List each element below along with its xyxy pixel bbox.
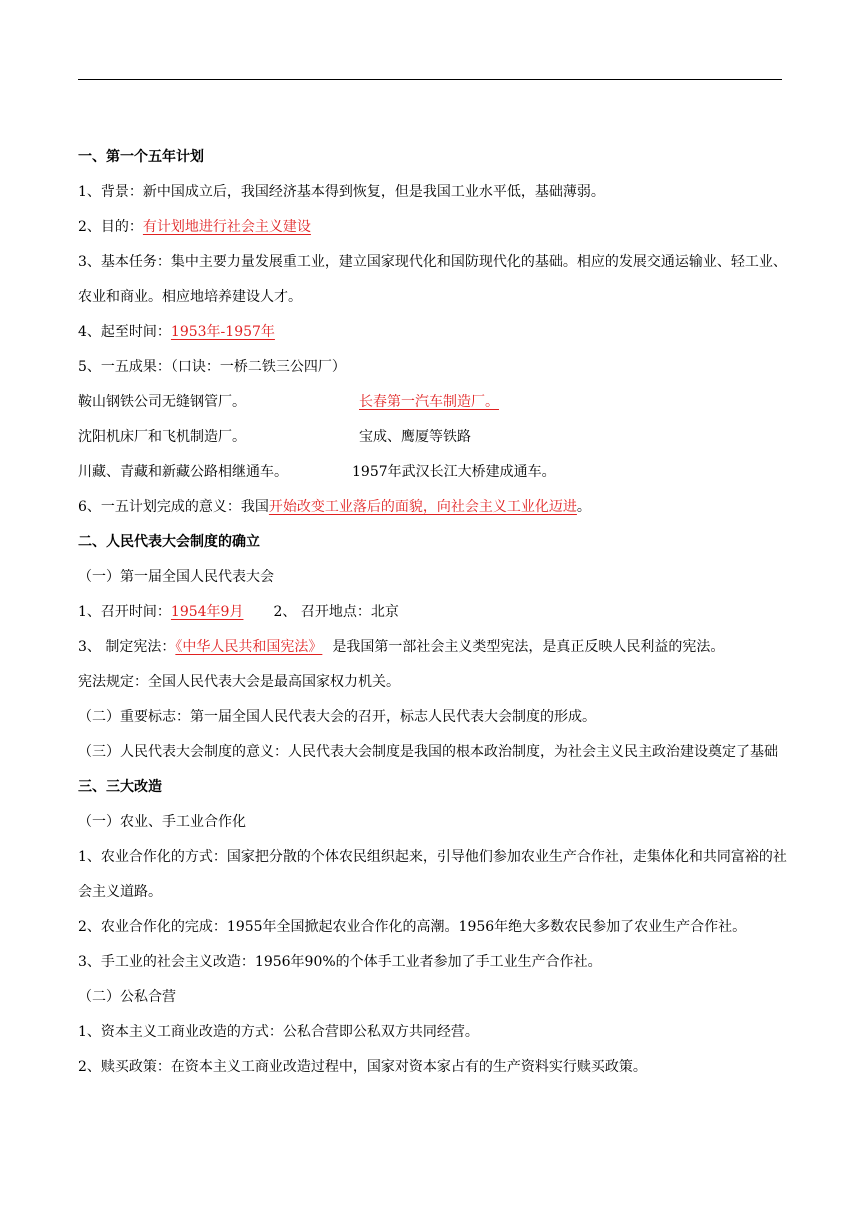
purpose-emphasis: 有计划地进行社会主义建设 [142,219,311,235]
paragraph-constitution [78,630,788,665]
paragraph-joint-method: 1、资本主义工商业改造的方式：公私合营即公私双方共同经营。 [78,1024,479,1040]
result-highways: 川藏、青藏和新藏公路相继通车。 [78,464,288,480]
results-row-2 [78,420,788,455]
section-heading-3: 三、三大改造 [78,779,162,795]
subheading-npc-mark: （二）重要标志：第一届全国人民代表大会的召开，标志人民代表大会制度的形成。 [78,709,596,725]
results-row-3 [78,455,788,490]
paragraph-significance [78,490,788,525]
subheading-joint-venture: （二）公私合营 [78,989,176,1005]
paragraph-agri-completion: 2、农业合作化的完成：1955年全国掀起农业合作化的高潮。1956年绝大多数农民参加了农业生产合作社。 [78,919,747,935]
paragraph-purpose [78,210,788,245]
period-emphasis: 1953年-1957年 [170,324,275,340]
significance-label: 6、一五计划完成的意义：我国 [78,499,269,515]
document-body [78,140,788,1085]
paragraph-background: 1、背景：新中国成立后，我国经济基本得到恢复，但是我国工业水平低，基础薄弱。 [78,184,605,200]
result-railways: 宝成、鹰厦等铁路 [359,429,471,445]
paragraph-redemption: 2、赎买政策：在资本主义工商业改造过程中，国家对资本家占有的生产资料实行赎买政策。 [78,1059,647,1075]
constitution-emphasis: 《中华人民共和国宪法》 [175,639,323,655]
constitution-desc: 是我国第一部社会主义类型宪法，是真正反映人民利益的宪法。 [332,639,725,655]
result-shenyang: 沈阳机床厂和飞机制造厂。 [78,429,246,445]
paragraph-agri-method: 1、农业合作化的方式：国家把分散的个体农民组织起来，引导他们参加农业生产合作社，走集体化和共同富裕的社会主义道路。 [78,849,787,900]
npc-time-label: 1、召开时间： [78,604,171,620]
section-heading-1: 一、第一个五年计划 [78,149,204,165]
section-heading-2: 二、人民代表大会制度的确立 [78,534,260,550]
significance-end: 。 [576,499,591,515]
paragraph-npc-time [78,595,788,630]
paragraph-tasks: 3、基本任务：集中主要力量发展重工业，建立国家现代化和国防现代化的基础。相应的发展交通运输业、轻工业、农业和商业。相应地培养建设人才。 [78,254,787,305]
constitution-label: 3、 制定宪法： [78,639,176,655]
paragraph-results: 5、一五成果：（口诀：一桥二铁三公四厂） [78,359,346,375]
npc-time-emphasis: 1954年9月 [170,604,244,620]
purpose-label: 2、目的： [78,219,143,235]
period-label: 4、起至时间： [78,324,171,340]
subheading-cooperation: （一）农业、手工业合作化 [78,814,246,830]
significance-emphasis: 开始改变工业落后的面貌，向社会主义工业化迈进 [268,499,577,515]
result-wuhan-bridge: 1957年武汉长江大桥建成通车。 [352,464,556,480]
subheading-npc-significance: （三）人民代表大会制度的意义：人民代表大会制度是我国的根本政治制度，为社会主义民主政治建设奠定了基础 [78,744,778,760]
npc-place: 2、 召开地点：北京 [273,604,399,620]
result-changchun: 长春第一汽车制造厂。 [359,394,499,410]
paragraph-handicraft: 3、手工业的社会主义改造：1956年90%的个体手工业者参加了手工业生产合作社。 [78,954,602,970]
results-row-1 [78,385,788,420]
subheading-npc-first: （一）第一届全国人民代表大会 [78,569,274,585]
header-rule [78,79,782,80]
result-anshan: 鞍山钢铁公司无缝钢管厂。 [78,394,246,410]
paragraph-constitution-rule: 宪法规定：全国人民代表大会是最高国家权力机关。 [78,674,400,690]
paragraph-period [78,315,788,350]
